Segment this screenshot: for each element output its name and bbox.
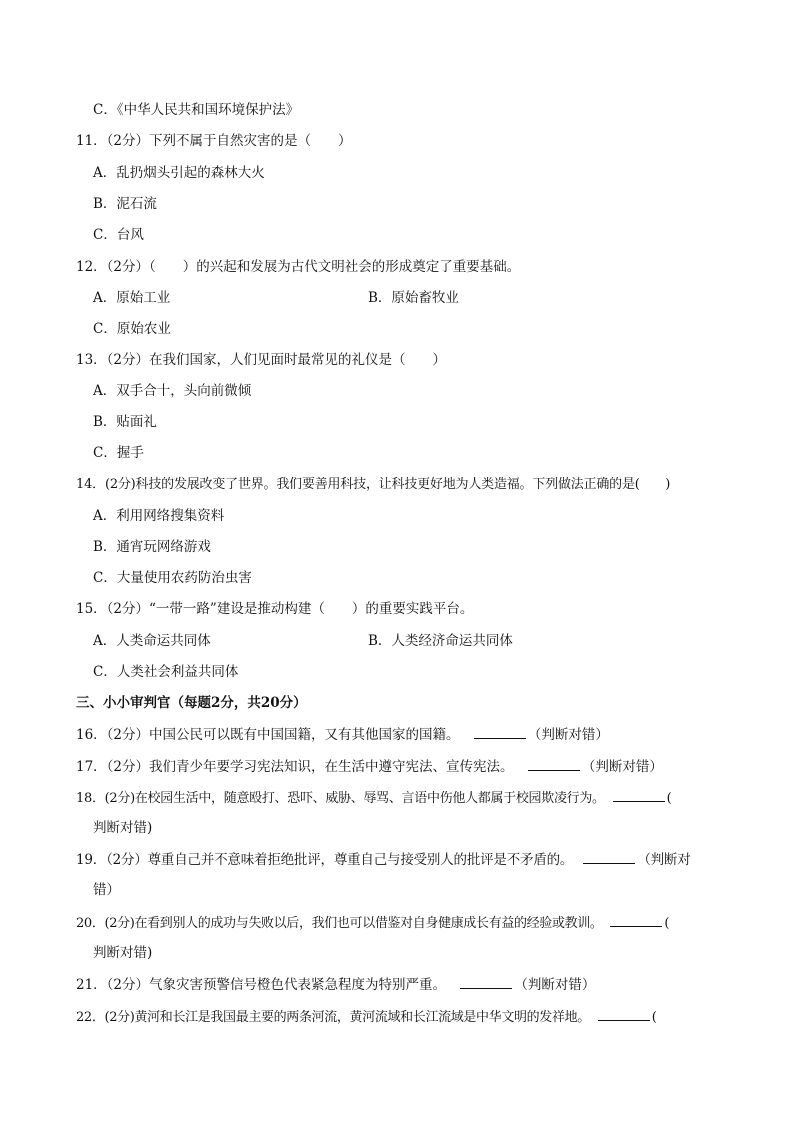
question-12-option-a: A．原始工业 bbox=[93, 290, 171, 306]
question-15-option-c: C．人类社会利益共同体 bbox=[93, 664, 239, 680]
question-19-text: 19．（2分）尊重自己并不意味着拒绝批评，尊重自己与接受别人的批评是不矛盾的。 bbox=[76, 852, 574, 868]
question-14-stem: 14．(2分)科技的发展改变了世界。我们要善用科技，让科技更好地为人类造福。下列做法正确的是( ) bbox=[76, 477, 671, 492]
question-22 bbox=[76, 1007, 656, 1027]
option-c-prev: C．《中华人民共和国环境保护法》 bbox=[93, 102, 300, 118]
question-13-option-c: C．握手 bbox=[93, 445, 144, 461]
answer-blank[interactable] bbox=[613, 788, 665, 802]
question-11-option-c: C．台风 bbox=[93, 227, 144, 243]
question-17-text: 17．（2分）我们青少年要学习宪法知识，在生活中遵守宪法、宣传宪法。 bbox=[76, 759, 514, 775]
question-19-tail: （判断对 bbox=[637, 852, 691, 868]
question-11-option-b: B．泥石流 bbox=[93, 196, 157, 212]
question-19-continuation: 错） bbox=[93, 882, 120, 898]
question-17 bbox=[76, 757, 663, 776]
answer-blank[interactable] bbox=[583, 850, 635, 864]
answer-blank[interactable] bbox=[460, 975, 512, 989]
question-13-option-b: B．贴面礼 bbox=[93, 414, 157, 430]
section-3-heading: 三、小小审判官（每题2分，共20分） bbox=[76, 695, 307, 711]
question-14-option-b: B．通宵玩网络游戏 bbox=[93, 539, 211, 555]
question-12-option-c: C．原始农业 bbox=[93, 321, 171, 337]
question-21 bbox=[76, 975, 595, 994]
answer-blank[interactable] bbox=[598, 1007, 650, 1021]
question-13-stem: 13．（2分）在我们国家，人们见面时最常见的礼仪是（ ） bbox=[76, 352, 447, 368]
question-15-option-b: B．人类经济命运共同体 bbox=[368, 633, 513, 649]
answer-blank[interactable] bbox=[610, 913, 662, 927]
question-16-text: 16．（2分）中国公民可以既有中国国籍，又有其他国家的国籍。 bbox=[76, 727, 460, 743]
answer-blank[interactable] bbox=[528, 757, 580, 771]
answer-blank[interactable] bbox=[474, 725, 526, 739]
question-14-option-c: C．大量使用农药防治虫害 bbox=[93, 570, 252, 586]
question-12-stem: 12．（2分）（ ）的兴起和发展为古代文明社会的形成奠定了重要基础。 bbox=[76, 259, 521, 275]
question-22-text: 22．(2分)黄河和长江是我国最主要的两条河流，黄河流域和长江流域是中华文明的发祥地。 bbox=[76, 1010, 590, 1025]
question-15-option-a: A．人类命运共同体 bbox=[93, 633, 211, 649]
question-16-tail: （判断对错） bbox=[527, 727, 609, 743]
question-21-text: 21．（2分）气象灾害预警信号橙色代表紧急程度为特别严重。 bbox=[76, 977, 447, 993]
question-22-tail: ( bbox=[651, 1010, 657, 1025]
question-21-tail: （判断对错） bbox=[514, 977, 596, 993]
question-20-text: 20．(2分)在看到别人的成功与失败以后，我们也可以借鉴对自身健康成长有益的经验或教训。 bbox=[76, 916, 603, 931]
question-20-continuation: 判断对错) bbox=[93, 945, 153, 961]
question-12-option-b: B．原始畜牧业 bbox=[368, 290, 459, 306]
question-20-tail: ( bbox=[664, 916, 670, 931]
question-18-continuation: 判断对错) bbox=[93, 820, 153, 836]
question-18-tail: ( bbox=[666, 791, 672, 806]
question-18 bbox=[76, 788, 671, 808]
question-13-option-a: A．双手合十，头向前微倾 bbox=[93, 383, 252, 399]
question-18-text: 18．(2分)在校园生活中，随意殴打、恐吓、威胁、辱骂、言语中伤他人都属于校园欺凌行为。 bbox=[76, 791, 605, 806]
question-11-stem: 11．（2分）下列不属于自然灾害的是（ ） bbox=[76, 133, 352, 149]
question-14-option-a: A．利用网络搜集资料 bbox=[93, 508, 225, 524]
question-20 bbox=[76, 913, 669, 933]
question-16 bbox=[76, 725, 609, 744]
question-11-option-a: A．乱扔烟头引起的森林大火 bbox=[93, 165, 265, 181]
question-17-tail: （判断对错） bbox=[581, 759, 663, 775]
question-19 bbox=[76, 850, 691, 869]
question-15-stem: 15．（2分）“一带一路”建设是推动构建（ ）的重要实践平台。 bbox=[76, 601, 474, 617]
